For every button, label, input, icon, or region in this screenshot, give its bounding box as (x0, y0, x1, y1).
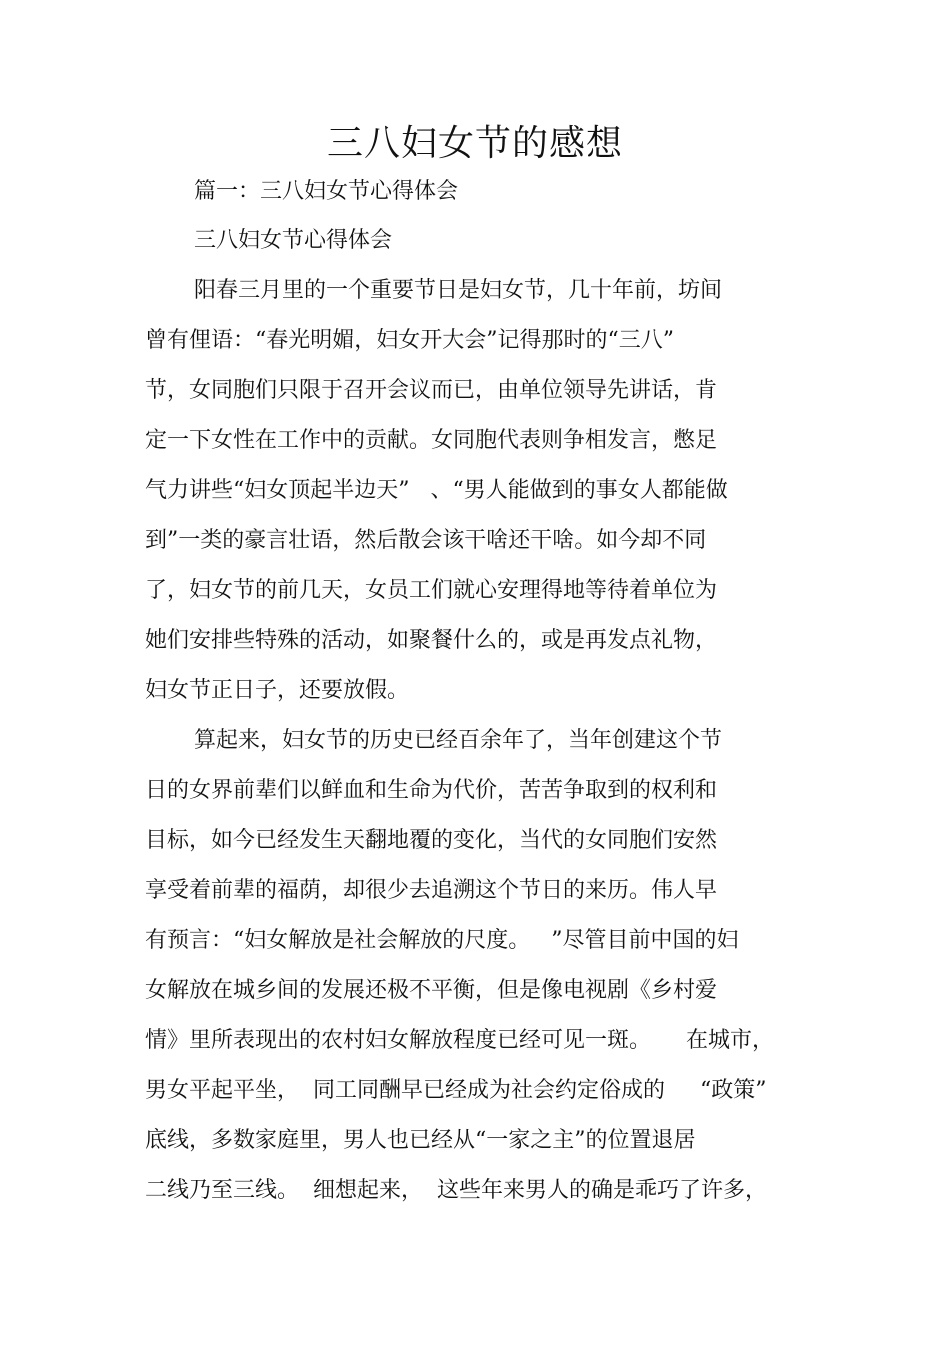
paragraph-line: 妇女节正日子，还要放假。 (145, 678, 410, 703)
paragraph-line: 享受着前辈的福荫，却很少去追溯这个节日的来历。伟人早 (145, 878, 718, 903)
document-title: 三八妇女节的感想 (326, 123, 623, 164)
paragraph-line: 底线，多数家庭里，男人也已经从“一家之主”的位置退居 (145, 1128, 696, 1153)
paragraph-line: 女解放在城乡间的发展还极不平衡，但是像电视剧《乡村爱 (145, 978, 718, 1003)
paragraph-line: 日的女界前辈们以鲜血和生命为代价，苦苦争取到的权利和 (145, 778, 718, 803)
paragraph-line: 了，妇女节的前几天，女员工们就心安理得地等待着单位为 (145, 578, 718, 603)
paragraph-line: 二线乃至三线。 细想起来， 这些年来男人的确是乖巧了许多， (145, 1178, 767, 1203)
paragraph-line: 曾有俚语：“春光明媚，妇女开大会”记得那时的“三八” (145, 328, 674, 353)
paragraph-line: 定一下女性在工作中的贡献。女同胞代表则争相发言，憋足 (145, 428, 718, 453)
paragraph-line: 气力讲些“妇女顶起半边天” 、“男人能做到的事女人都能做 (145, 478, 728, 503)
paragraph-line: 算起来，妇女节的历史已经百余年了，当年创建这个节 (194, 728, 723, 753)
subheading: 三八妇女节心得体会 (194, 228, 393, 253)
paragraph-line: 她们安排些特殊的活动，如聚餐什么的，或是再发点礼物， (145, 628, 718, 653)
paragraph-line: 情》里所表现出的农村妇女解放程度已经可见一斑。 在城市， (145, 1028, 774, 1053)
paragraph-line: 目标，如今已经发生天翻地覆的变化，当代的女同胞们安然 (145, 828, 718, 853)
paragraph-line: 到”一类的豪言壮语，然后散会该干啥还干啥。如今却不同 (145, 528, 707, 553)
section-heading: 篇一：三八妇女节心得体会 (194, 179, 459, 204)
paragraph-line: 男女平起平坐， 同工同酬早已经成为社会约定俗成的 “政策” (145, 1078, 767, 1103)
paragraph-line: 阳春三月里的一个重要节日是妇女节，几十年前，坊间 (194, 278, 723, 303)
paragraph-line: 节，女同胞们只限于召开会议而已，由单位领导先讲话，肯 (145, 378, 718, 403)
paragraph-line: 有预言：“妇女解放是社会解放的尺度。 ”尽管目前中国的妇 (145, 928, 739, 953)
